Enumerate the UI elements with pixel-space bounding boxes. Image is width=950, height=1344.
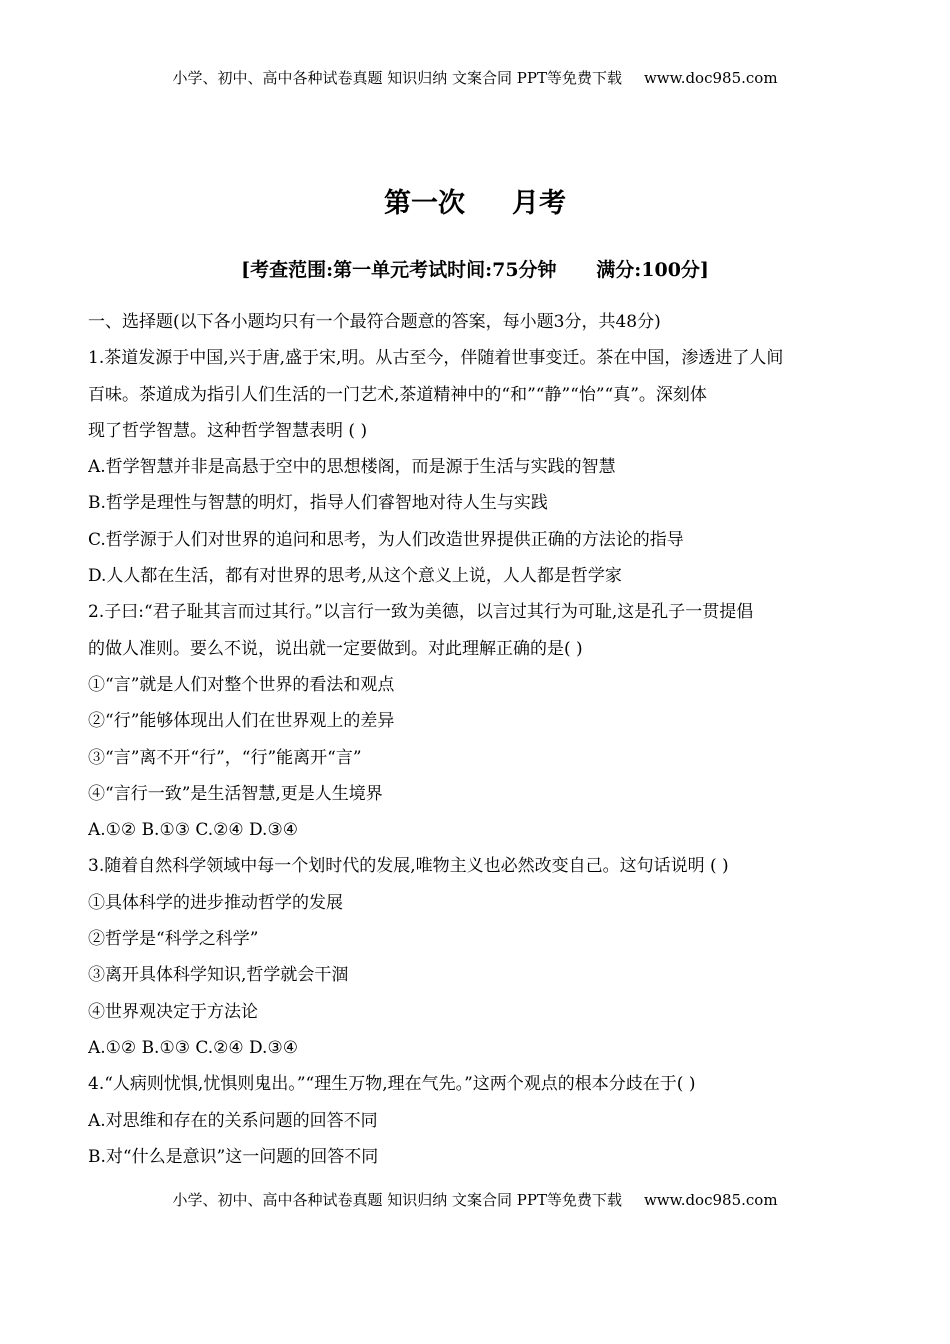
header-text: 小学、初中、高中各种试卷真题 知识归纳 文案合同 PPT等免费下载 [172,69,622,87]
answer-choices-line: A.①② B.①③ C.②④ D.③④ [88,820,298,841]
option-line: B.哲学是理性与智慧的明灯，指导人们睿智地对待人生与实践 [88,493,548,514]
option-line: ①具体科学的进步推动哲学的发展 [88,892,343,913]
option-line: ②“行”能够体现出人们在世界观上的差异 [88,711,395,732]
question-2 [88,594,868,848]
option-line: ③离开具体科学知识,哲学就会干涸 [88,965,349,986]
option-line: ②哲学是“科学之科学” [88,929,259,950]
question-text-line: 4.“人病则忧惧,忧惧则鬼出。”“理生万物,理在气先。”这两个观点的根本分歧在于( ) [88,1074,696,1095]
option-line: ①“言”就是人们对整个世界的看法和观点 [88,674,395,695]
question-1 [88,340,868,594]
option-line: ③“言”离不开“行”，“行”能离开“言” [88,747,362,768]
option-line: C.哲学源于人们对世界的追问和思考，为人们改造世界提供正确的方法论的指导 [88,529,684,550]
question-3 [88,848,868,1066]
option-line: A.对思维和存在的关系问题的回答不同 [88,1110,378,1131]
answer-choices-line: A.①② B.①③ C.②④ D.③④ [88,1037,298,1058]
question-text-line: 1.茶道发源于中国,兴于唐,盛于宋,明。从古至今，伴随着世事变迁。茶在中国，渗透进了人间 [88,348,784,369]
option-line: A.哲学智慧并非是高悬于空中的思想楼阁，而是源于生活与实践的智慧 [88,457,616,478]
question-text-line: 2.子曰:“君子耻其言而过其行。”以言行一致为美德，以言过其行为可耻,这是孔子一贯提倡 [88,602,754,623]
question-text-line: 3.随着自然科学领域中每一个划时代的发展,唯物主义也必然改变自己。这句话说明 ( ) [88,856,729,877]
footer-url-link[interactable]: www.doc985.com [643,1191,778,1209]
footer-text: 小学、初中、高中各种试卷真题 知识归纳 文案合同 PPT等免费下载 [172,1191,622,1209]
page-header [0,68,950,88]
exam-subtitle: [考查范围:第一单元考试时间:75分钟 满分:100分] [241,259,709,281]
option-line: ④“言行一致”是生活智慧,更是人生境界 [88,783,383,804]
header-url-link[interactable]: www.doc985.com [643,69,778,87]
question-text-line: 百味。茶道成为指引人们生活的一门艺术,茶道精神中的“和”“静”“怡”“真”。深刻体 [88,384,707,405]
question-text-line: 的做人准则。要么不说，说出就一定要做到。对此理解正确的是( ) [88,638,583,659]
section-heading: 一、选择题(以下各小题均只有一个最符合题意的答案，每小题3分，共48分) [88,312,661,332]
option-line: B.对“什么是意识”这一问题的回答不同 [88,1146,379,1167]
question-4 [88,1066,868,1175]
option-line: D.人人都在生活，都有对世界的思考,从这个意义上说，人人都是哲学家 [88,566,622,587]
exam-content [88,304,868,1175]
exam-title: 第一次 月考 [384,188,566,219]
page-footer [0,1190,950,1210]
option-line: ④世界观决定于方法论 [88,1001,258,1022]
question-text-line: 现了哲学智慧。这种哲学智慧表明 ( ) [88,420,368,441]
